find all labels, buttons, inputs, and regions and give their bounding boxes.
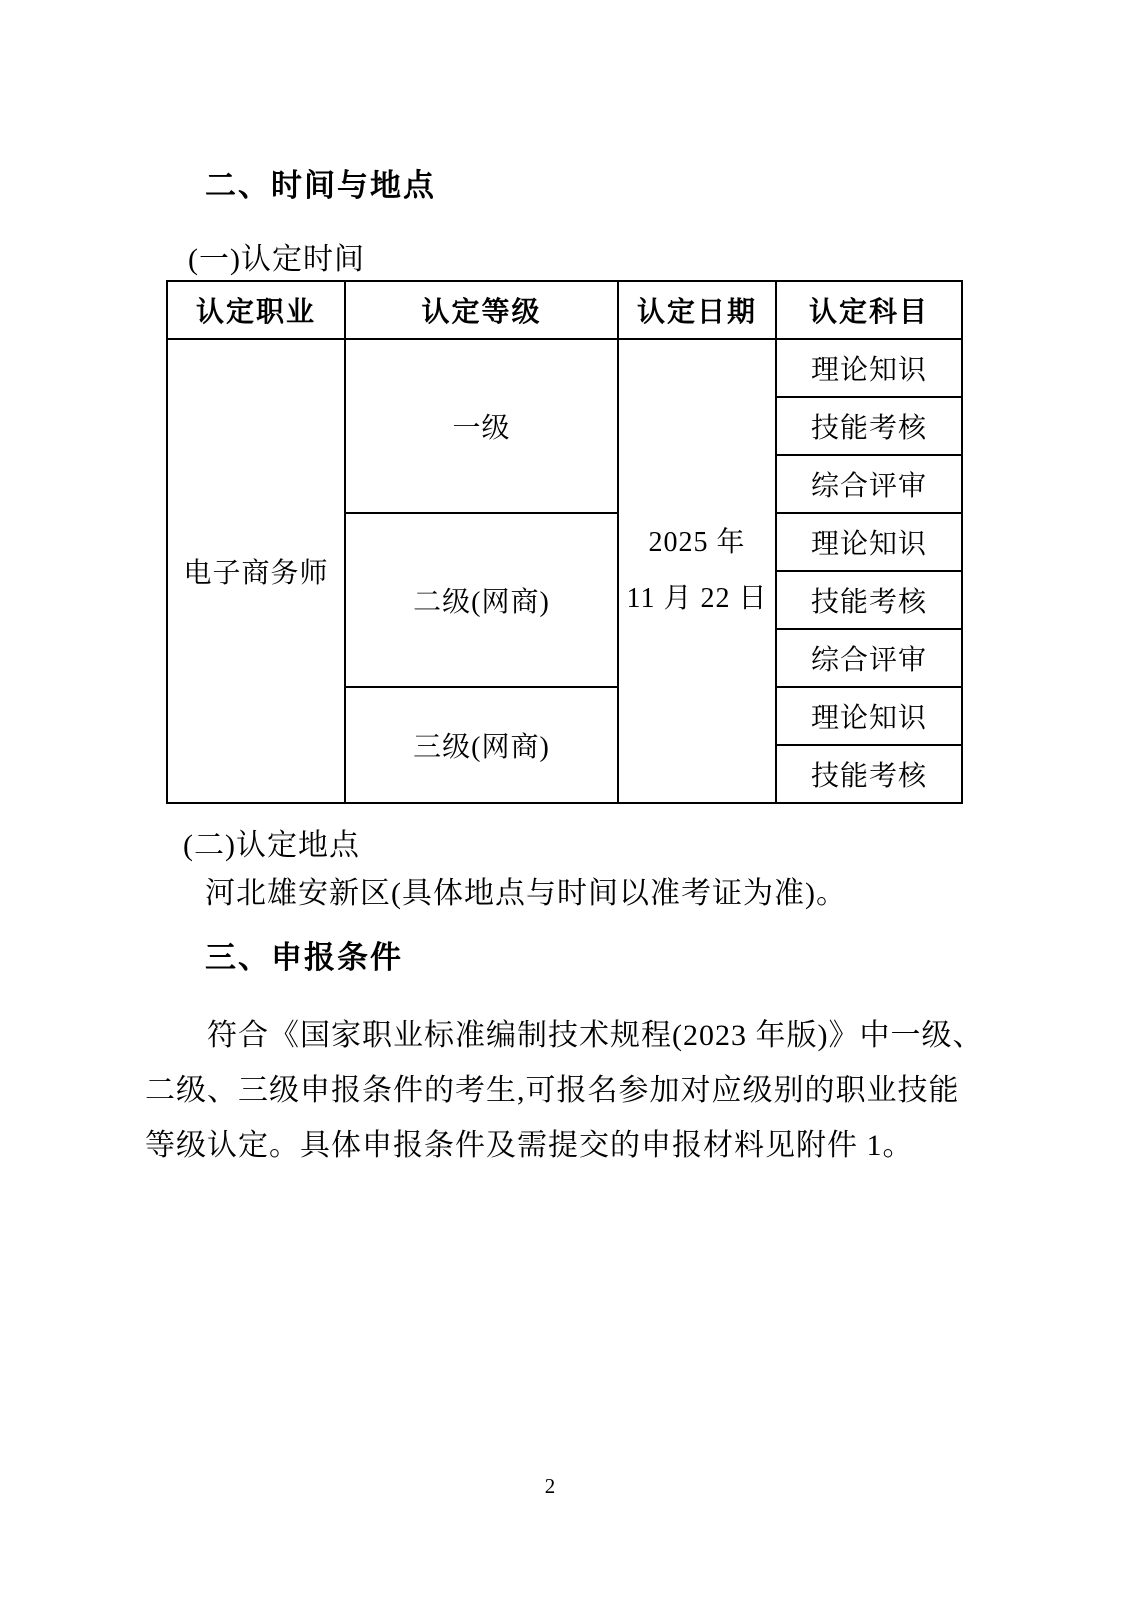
section-heading-time-location: 二、时间与地点: [205, 168, 436, 203]
subheading-certification-time: (一)认定时间: [188, 243, 365, 276]
date-line-year: 2025 年: [648, 527, 746, 558]
certification-date-cell: [618, 339, 776, 803]
application-requirements-paragraph: [145, 1008, 985, 1173]
date-line-monthday: 11 月 22 日: [626, 583, 768, 614]
occupation-cell: 电子商务师: [167, 339, 345, 803]
column-header-level: 认定等级: [345, 281, 618, 339]
page-number: 2: [544, 1474, 556, 1498]
column-header-occupation: 认定职业: [167, 281, 345, 339]
subheading-certification-location: (二)认定地点: [183, 829, 360, 862]
column-header-subject: 认定科目: [776, 281, 962, 339]
level-2-cell: 二级(网商): [345, 513, 618, 687]
subject-cell: 技能考核: [776, 397, 962, 455]
subject-cell: 理论知识: [776, 339, 962, 397]
paragraph-line: 二级、三级申报条件的考生,可报名参加对应级别的职业技能: [145, 1074, 960, 1107]
subject-cell: 理论知识: [776, 687, 962, 745]
table-header-row: [167, 281, 962, 339]
paragraph-line: 等级认定。具体申报条件及需提交的申报材料见附件 1。: [145, 1129, 914, 1162]
subject-cell: 技能考核: [776, 571, 962, 629]
column-header-date: 认定日期: [618, 281, 776, 339]
level-1-cell: 一级: [345, 339, 618, 513]
subject-cell: 理论知识: [776, 513, 962, 571]
paragraph-line: 符合《国家职业标准编制技术规程(2023 年版)》中一级、: [207, 1019, 984, 1052]
subject-cell: 技能考核: [776, 745, 962, 803]
section-heading-application-requirements: 三、申报条件: [205, 940, 403, 975]
certification-schedule-table: [166, 280, 963, 804]
certification-location-text: 河北雄安新区(具体地点与时间以准考证为准)。: [205, 877, 847, 910]
table-row: [167, 339, 962, 397]
subject-cell: 综合评审: [776, 629, 962, 687]
subject-cell: 综合评审: [776, 455, 962, 513]
level-3-cell: 三级(网商): [345, 687, 618, 803]
